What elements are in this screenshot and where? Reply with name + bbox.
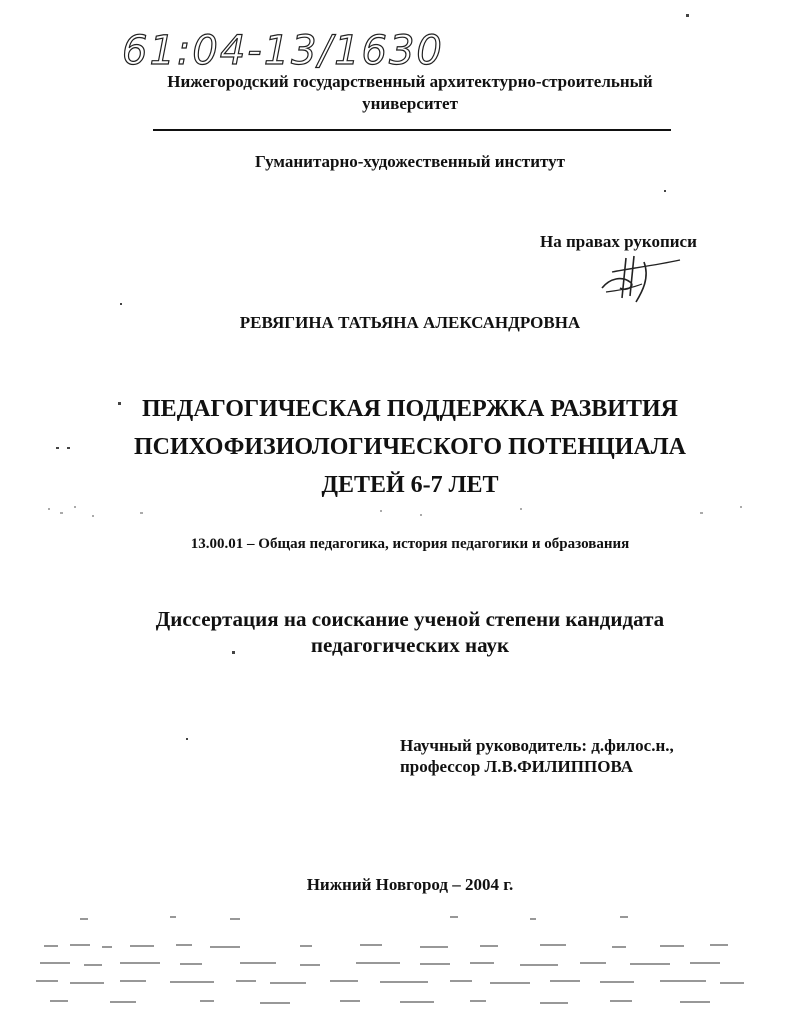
city-year: Нижний Новгород – 2004 г. xyxy=(306,875,514,894)
header-divider xyxy=(153,129,671,131)
author-name: РЕВЯГИНА ТАТЬЯНА АЛЕКСАНДРОВНА xyxy=(239,313,581,332)
signature-icon xyxy=(592,248,688,304)
scientific-advisor xyxy=(400,735,674,777)
title-line3: ДЕТЕЙ 6-7 ЛЕТ xyxy=(321,472,499,498)
university-name xyxy=(150,71,670,115)
title-line1: ПЕДАГОГИЧЕСКАЯ ПОДДЕРЖКА РАЗВИТИЯ xyxy=(142,396,678,422)
institute-name: Гуманитарно-художественный институт xyxy=(254,152,566,171)
degree-statement xyxy=(100,606,720,658)
manuscript-rights: На правах рукописи xyxy=(540,232,697,251)
dissertation-title xyxy=(100,390,720,504)
advisor-line1: Научный руководитель: д.филос.н., xyxy=(400,736,674,755)
handwritten-code-text: 61:04-13/1630 xyxy=(122,28,444,74)
specialty-code: 13.00.01 – Общая педагогика, история педагогики и образования xyxy=(190,536,630,552)
university-name-line2: университет xyxy=(362,94,458,113)
handwritten-archive-code xyxy=(120,18,480,78)
degree-line2: педагогических наук xyxy=(310,633,510,657)
degree-line1: Диссертация на соискание ученой степени кандидата xyxy=(155,607,665,631)
title-line2: ПСИХОФИЗИОЛОГИЧЕСКОГО ПОТЕНЦИАЛА xyxy=(134,434,686,460)
university-name-line1: Нижегородский государственный архитектурно-строительный xyxy=(167,72,653,91)
advisor-line2: профессор Л.В.ФИЛИППОВА xyxy=(400,757,633,776)
